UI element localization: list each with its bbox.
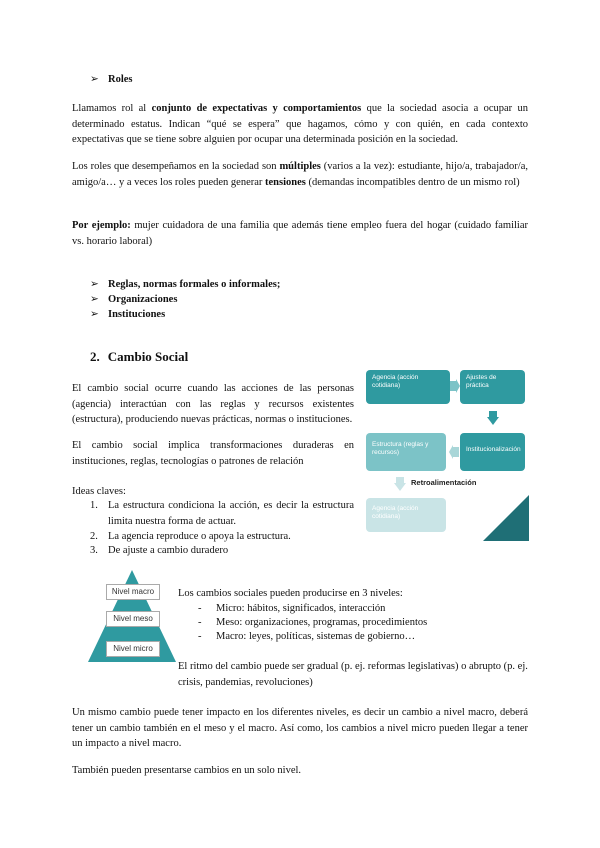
p1-bold: conjunto de expectativas y comportamientos [151,103,362,114]
roles-bullet [90,72,133,88]
levels-pyramid [88,570,176,662]
p1-post: que la sociedad asocia a ocupar un determinado estatus. Indican “qué se espera” que hagamos, cómo y con quién, en cada contexto expectativas que se tiene sobre alguien por ocupar una determinada posición en la sociedad. [72,103,528,145]
pyramid-level-macro: Nivel macro [106,584,160,600]
pyramid-level-micro: Nivel micro [106,641,160,657]
flow-box-institucionalizacion: Institucionalización [460,433,525,471]
ideas-label: Ideas claves: [72,486,126,497]
bullet-item [90,277,280,293]
bullet-label: Organizaciones [108,294,178,305]
roles-paragraph-2 [72,159,528,190]
arrow-bullet-icon: ➢ [90,74,99,85]
flow-box-agencia-final: Agencia (acción cotidiana) [366,498,446,532]
p2-mid: (varios a la vez): estudiante, hijo/a, trabajador/a, amigo/a… y a veces los roles pueden generar [72,161,528,188]
section-title: Cambio Social [107,349,189,364]
dash-bullet: - [198,617,202,628]
p3-post: mujer cuidadora de una familia que además tiene empleo fuera del hogar (cuidado familiar vs. horario laboral) [72,220,528,247]
p3-bold: Por ejemplo: [72,220,131,231]
dash-bullet: - [198,631,202,642]
roles-example-paragraph [72,218,528,249]
cambio-paragraph-1 [72,381,354,428]
arrow-bullet-icon: ➢ [90,294,99,305]
p1-pre: Llamamos rol al [72,103,152,114]
level-text: Meso: organizaciones, programas, procedimientos [216,617,428,628]
level-text: Micro: hábitos, significados, interacción [216,603,386,614]
cambio-p2-text: El cambio social implica transformaciones duraderas en instituciones, reglas, tecnologías o patrones de relación [72,440,354,467]
flow-box-ajustes: Ajustes de práctica [460,370,525,404]
idea-text: La estructura condiciona la acción, es decir la estructura limita nuestra forma de actuar. [108,500,354,527]
section-number: 2. [90,349,100,364]
idea-number: 3. [90,545,98,556]
ritmo-paragraph: El ritmo del cambio puede ser gradual (p. ej. reformas legislativas) o abrupto (p. ej. crisis, pandemias, revoluciones) [178,661,528,688]
flow-box-agencia: Agencia (acción cotidiana) [366,370,450,404]
p2-pre: Los roles que desempeñamos en la sociedad son [72,161,280,172]
dash-bullet: - [198,603,202,614]
level-item [198,629,415,645]
p2-post: (demandas incompatibles dentro de un mismo rol) [305,176,520,188]
level-text: Macro: leyes, políticas, sistemas de gobierno… [216,631,416,642]
bullet-item [90,292,177,308]
p2-bold-multiples: múltiples [279,161,321,172]
section-heading [90,349,188,365]
idea-item [90,543,354,559]
cambio-flow-diagram [363,365,529,541]
p2-bold-tensiones: tensiones [265,176,306,188]
arrow-down-icon [487,411,499,425]
arrow-right-icon [450,379,460,393]
cambio-paragraph-2 [72,438,354,469]
bullet-label: Reglas, normas formales o informales; [108,279,281,290]
roles-paragraph-1 [72,101,528,148]
cambio-p1-text: El cambio social ocurre cuando las acciones de las personas (agencia) interactúan con las reglas y recursos existentes (estructura), produciendo nuevas prácticas, normas o instituciones. [72,383,354,425]
idea-text: La agencia reproduce o apoya la estructura. [108,531,291,542]
arrow-bullet-icon: ➢ [90,279,99,290]
flow-box-estructura: Estructura (reglas y recursos) [366,433,446,471]
final-paragraph: También pueden presentarse cambios en un solo nivel. [72,765,302,776]
impacto-paragraph: Un mismo cambio puede tener impacto en los diferentes niveles, es decir un cambio a nivel macro, deberá tener un cambio también en el meso y el macro. Así como, los cambios a nivel micro pueden llegar a tener un impacto a nivel macro. [72,707,528,749]
idea-number: 2. [90,531,98,542]
arrow-bullet-icon: ➢ [90,309,99,320]
bullet-item [90,307,165,323]
roles-heading: Roles [108,74,133,85]
arrow-left-icon [449,445,459,459]
feedback-label: Retroalimentación [411,478,477,487]
idea-text: De ajuste a cambio duradero [108,545,229,556]
pyramid-level-meso: Nivel meso [106,611,160,627]
idea-number: 1. [90,500,98,511]
levels-intro: Los cambios sociales pueden producirse en 3 niveles: [178,588,403,599]
bullet-label: Instituciones [108,309,166,320]
arrow-down-icon [394,477,406,491]
idea-item [90,498,354,529]
